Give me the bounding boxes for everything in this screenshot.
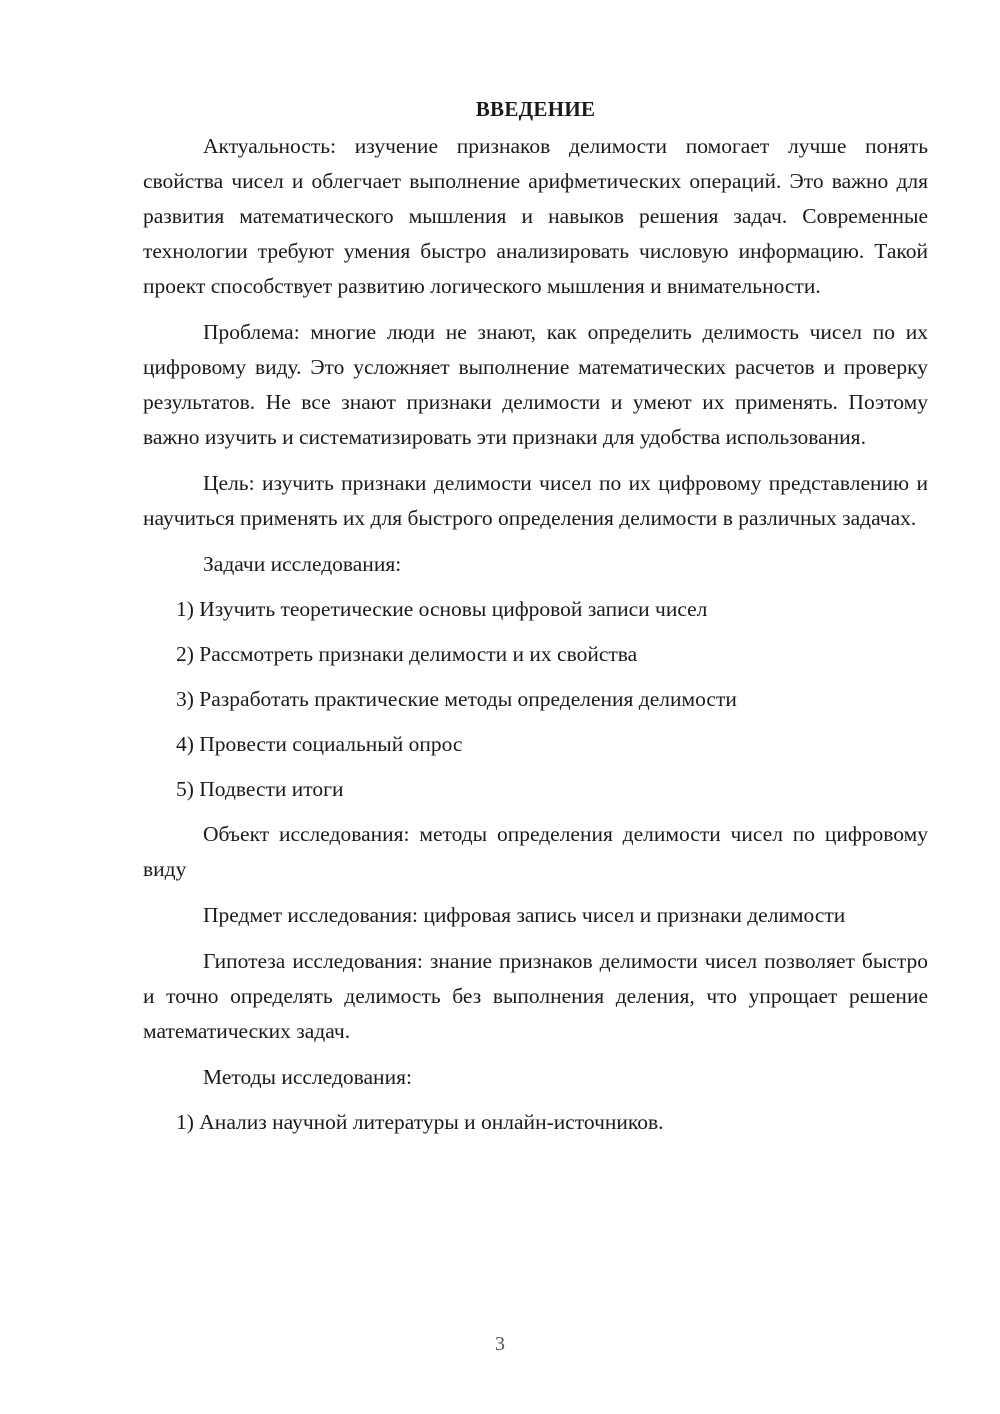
list-item: 3) Разработать практические методы определения делимости: [176, 687, 737, 711]
hypothesis-paragraph: Гипотеза исследования: знание признаков делимости чисел позволяет быстро и точно определять делимость без выполнения деления, что упрощает решение математических задач.: [143, 949, 928, 1043]
page-number: 3: [495, 1333, 505, 1355]
tasks-heading: Задачи исследования:: [203, 552, 402, 576]
list-item: 1) Изучить теоретические основы цифровой записи чисел: [176, 597, 708, 621]
subject-paragraph: Предмет исследования: цифровая запись чисел и признаки делимости: [203, 903, 846, 927]
object-paragraph: Объект исследования: методы определения делимости чисел по цифровому виду: [143, 822, 928, 881]
list-item: 4) Провести социальный опрос: [176, 732, 463, 756]
list-item: 2) Рассмотреть признаки делимости и их свойства: [176, 642, 638, 666]
relevance-paragraph: Актуальность: изучение признаков делимости помогает лучше понять свойства чисел и облегчает выполнение арифметических операций. Это важно для развития математического мышления и навыков решения задач. Современные технологии требуют умения быстро анализировать числовую информацию. Такой проект способствует развитию логического мышления и внимательности.: [143, 134, 928, 298]
document-page: [143, 92, 928, 1150]
goal-paragraph: Цель: изучить признаки делимости чисел по их цифровому представлению и научиться применять их для быстрого определения делимости в различных задачах.: [143, 471, 928, 530]
problem-paragraph: Проблема: многие люди не знают, как определить делимость чисел по их цифровому виду. Это усложняет выполнение математических расчетов и проверку результатов. Не все знают признаки делимости и умеют их применять. Поэтому важно изучить и систематизировать эти признаки для удобства использования.: [143, 320, 928, 449]
methods-heading: Методы исследования:: [203, 1065, 412, 1089]
list-item: 5) Подвести итоги: [176, 777, 344, 801]
methods-list: [143, 1105, 928, 1140]
list-item: 1) Анализ научной литературы и онлайн-источников.: [176, 1110, 664, 1134]
tasks-list: [143, 592, 928, 807]
page-title: ВВЕДЕНИЕ: [475, 97, 596, 121]
